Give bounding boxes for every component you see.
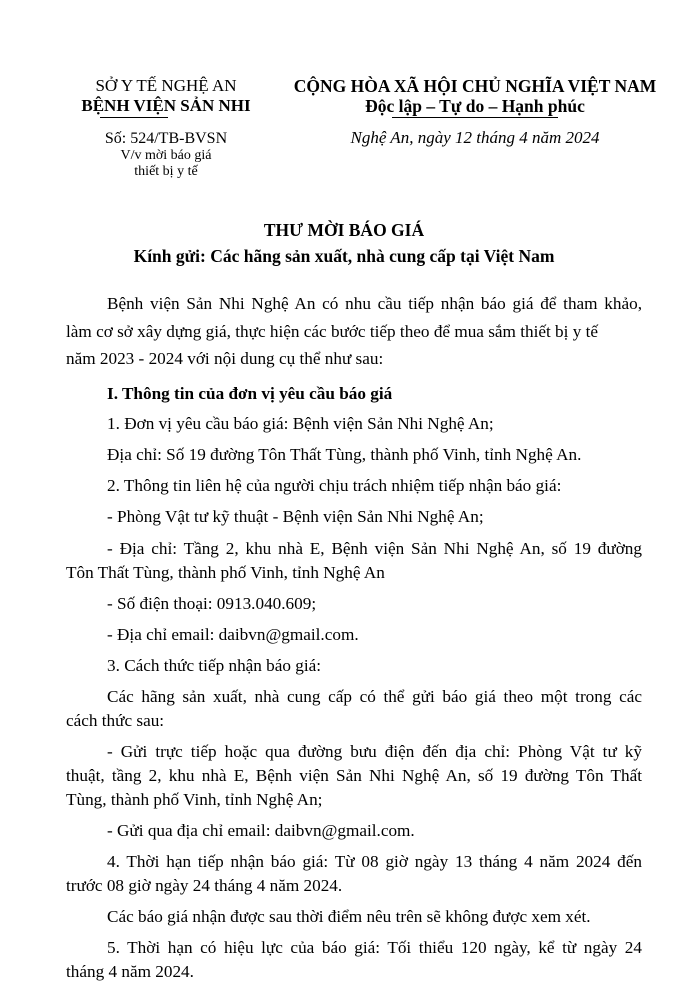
intro-text-1: Bệnh viện Sản Nhi Nghệ An có nhu cầu tiếp nhận báo giá để tham khảo,: [107, 294, 642, 313]
intro-line-1: [107, 292, 642, 316]
item-5-line-1: 5. Thời hạn có hiệu lực của báo giá: Tối thiểu 120 ngày, kể từ ngày 24: [107, 938, 642, 957]
direct-method-1: - Gửi trực tiếp hoặc qua đường bưu điện đến địa chỉ: Phòng Vật tư kỹ: [107, 742, 642, 761]
hospital-underline: [100, 117, 168, 118]
contact-address-1: - Địa chỉ: Tầng 2, khu nhà E, Bệnh viện Sản Nhi Nghệ An, số 19 đường: [107, 539, 642, 558]
direct-method-3: Tùng, thành phố Vinh, tỉnh Nghệ An;: [66, 790, 323, 809]
subject-line-1: V/v mời báo giá: [120, 148, 212, 163]
section-1-heading: I. Thông tin của đơn vị yêu cầu báo giá: [107, 384, 393, 403]
motto-underline: [392, 117, 558, 118]
document-title: THƯ MỜI BÁO GIÁ: [263, 220, 425, 240]
item-2: 2. Thông tin liên hệ của người chịu trách nhiệm tiếp nhận báo giá:: [107, 476, 562, 495]
intro-line-3: năm 2023 - 2024 với nội dung cụ thể như sau:: [66, 349, 384, 368]
email-method: - Gửi qua địa chỉ email: daibvn@gmail.com.: [107, 821, 415, 840]
methods-line-2: cách thức sau:: [66, 711, 165, 730]
document-number: Số: 524/TB-BVSN: [104, 130, 228, 147]
item-3: 3. Cách thức tiếp nhận báo giá:: [107, 656, 322, 675]
national-motto: Độc lập – Tự do – Hạnh phúc: [365, 96, 585, 116]
contact-department: - Phòng Vật tư kỹ thuật - Bệnh viện Sản Nhi Nghệ An;: [107, 507, 484, 526]
methods-line-1: Các hãng sản xuất, nhà cung cấp có thể gửi báo giá theo một trong các: [107, 687, 642, 706]
item-1: 1. Đơn vị yêu cầu báo giá: Bệnh viện Sản Nhi Nghệ An;: [107, 414, 494, 433]
direct-method-2: thuật, tầng 2, khu nhà E, Bệnh viện Sản Nhi Nghệ An, số 19 đường Tôn Thất: [66, 766, 642, 785]
republic-name: CỘNG HÒA XÃ HỘI CHỦ NGHĨA VIỆT NAM: [293, 76, 657, 96]
hospital-name: BỆNH VIỆN SẢN NHI: [81, 96, 251, 115]
hospital-address: Địa chỉ: Số 19 đường Tôn Thất Tùng, thành phố Vinh, tỉnh Nghệ An.: [107, 445, 582, 464]
contact-email: - Địa chỉ email: daibvn@gmail.com.: [107, 625, 359, 644]
late-submission-note: Các báo giá nhận được sau thời điểm nêu trên sẽ không được xem xét.: [107, 907, 591, 926]
subject-line-2: thiết bị y tế: [134, 164, 198, 179]
contact-phone: - Số điện thoại: 0913.040.609;: [107, 594, 317, 613]
item-4-line-2: trước 08 giờ ngày 24 tháng 4 năm 2024.: [66, 876, 343, 895]
contact-address-2: Tôn Thất Tùng, thành phố Vinh, tỉnh Nghệ An: [66, 563, 385, 582]
department-name: SỞ Y TẾ NGHỆ AN: [95, 76, 237, 95]
place-and-date: Nghệ An, ngày 12 tháng 4 năm 2024: [350, 128, 600, 147]
recipient-line: Kính gửi: Các hãng sản xuất, nhà cung cấp tại Việt Nam: [133, 246, 555, 266]
item-5-line-2: tháng 4 năm 2024.: [66, 962, 194, 981]
item-4-line-1: 4. Thời hạn tiếp nhận báo giá: Từ 08 giờ ngày 13 tháng 4 năm 2024 đến: [107, 852, 642, 871]
intro-line-2: làm cơ sở xây dựng giá, thực hiện các bước tiếp theo để mua sắm thiết bị y tế: [66, 322, 599, 341]
